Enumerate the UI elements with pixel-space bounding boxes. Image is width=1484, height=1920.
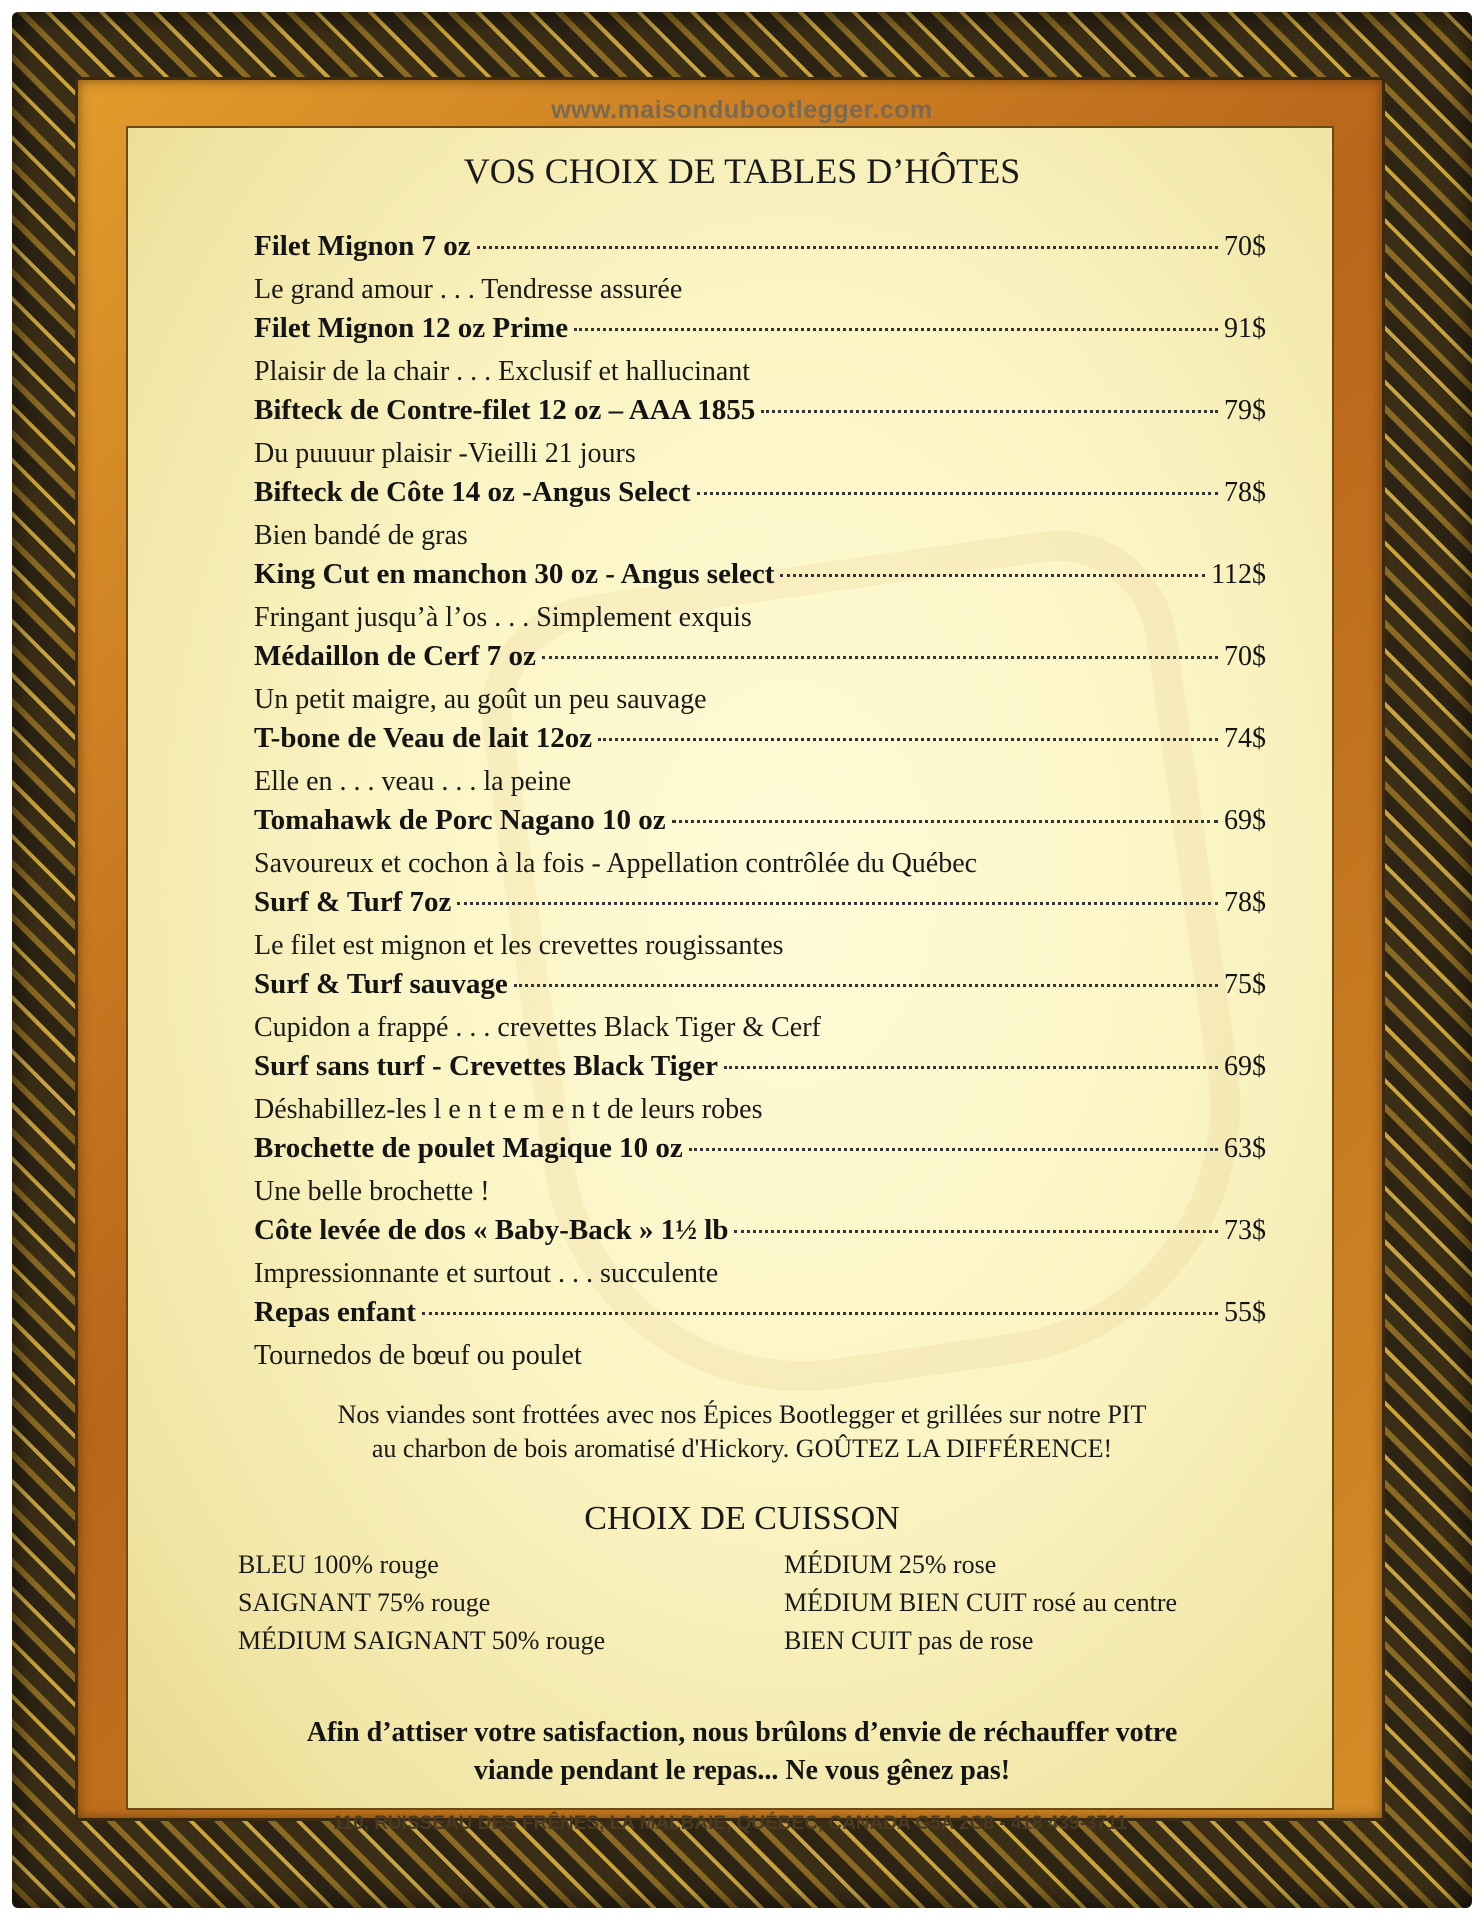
item-price: 75$: [1224, 969, 1266, 1000]
item-description: Fringant jusqu’à l’os . . . Simplement exquis: [254, 602, 752, 633]
item-price: 55$: [1224, 1297, 1266, 1328]
cooking-column-left: [238, 1546, 605, 1660]
cooking-detail: 75% rouge: [370, 1588, 491, 1617]
cooking-title: CHOIX DE CUISSON: [584, 1500, 900, 1537]
menu-item: [254, 1132, 1266, 1214]
menu-item: [254, 1050, 1266, 1132]
item-name: Surf & Turf 7oz: [254, 886, 452, 918]
dot-leader: [780, 574, 1205, 577]
item-name: Médaillon de Cerf 7 oz: [254, 640, 536, 672]
cooking-level: MÉDIUM: [784, 1550, 893, 1579]
item-price: 78$: [1224, 887, 1266, 918]
item-description: Déshabillez-les l e n t e m e n t de leurs robes: [254, 1094, 763, 1125]
menu-item: [254, 230, 1266, 312]
menu-item: [254, 476, 1266, 558]
menu-item: [254, 394, 1266, 476]
item-price: 69$: [1224, 805, 1266, 836]
closing-line1: Afin d’attiser votre satisfaction, nous brûlons d’envie de réchauffer votre: [306, 1717, 1178, 1748]
menu-list: [254, 230, 1266, 1378]
closing-line2: viande pendant le repas... Ne vous gênez pas!: [473, 1755, 1011, 1786]
menu-item: [254, 312, 1266, 394]
item-price: 73$: [1224, 1215, 1266, 1246]
cooking-column-right: [784, 1546, 1177, 1660]
cooking-detail: 100% rouge: [305, 1550, 439, 1579]
menu-item: [254, 722, 1266, 804]
menu-item: [254, 968, 1266, 1050]
item-price: 79$: [1224, 395, 1266, 426]
dot-leader: [574, 328, 1218, 331]
cooking-detail: 25% rose: [892, 1550, 997, 1579]
item-name: Filet Mignon 12 oz Prime: [254, 312, 569, 344]
dot-leader: [542, 656, 1218, 659]
cooking-detail: 50% rouge: [485, 1626, 606, 1655]
item-price: 78$: [1224, 477, 1266, 508]
item-description: Savoureux et cochon à la fois - Appellation contrôlée du Québec: [254, 848, 978, 879]
menu-item: [254, 640, 1266, 722]
cooking-option: [238, 1584, 605, 1622]
item-description: Tournedos de bœuf ou poulet: [254, 1340, 582, 1371]
item-name: T-bone de Veau de lait 12oz: [254, 722, 593, 754]
item-description: Un petit maigre, au goût un peu sauvage: [254, 684, 707, 715]
item-price: 112$: [1211, 559, 1266, 590]
dot-leader: [672, 820, 1218, 823]
cooking-detail: rosé au centre: [1026, 1588, 1178, 1617]
item-description: Plaisir de la chair . . . Exclusif et hallucinant: [254, 356, 751, 387]
dot-leader: [724, 1066, 1218, 1069]
dot-leader: [689, 1148, 1218, 1151]
item-name: Bifteck de Contre-filet 12 oz – AAA 1855: [254, 394, 756, 426]
dot-leader: [457, 902, 1218, 905]
cooking-level: MÉDIUM SAIGNANT: [238, 1626, 486, 1655]
item-name: Bifteck de Côte 14 oz -Angus Select: [254, 476, 691, 508]
dot-leader: [598, 738, 1218, 741]
item-name: Filet Mignon 7 oz: [254, 230, 471, 262]
item-name: Côte levée de dos « Baby-Back » 1½ lb: [254, 1214, 729, 1246]
dot-leader: [734, 1230, 1218, 1233]
item-name: Surf & Turf sauvage: [254, 968, 508, 1000]
website-url: www.maisondubootlegger.com: [551, 96, 933, 124]
menu-item: [254, 886, 1266, 968]
item-description: Cupidon a frappé . . . crevettes Black Tiger & Cerf: [254, 1012, 821, 1043]
item-price: 91$: [1224, 313, 1266, 344]
cooking-option: [784, 1622, 1177, 1660]
item-price: 69$: [1224, 1051, 1266, 1082]
menu-item: [254, 558, 1266, 640]
item-description: Elle en . . . veau . . . la peine: [254, 766, 572, 797]
item-name: Surf sans turf - Crevettes Black Tiger: [254, 1050, 718, 1082]
item-name: King Cut en manchon 30 oz - Angus select: [254, 558, 775, 590]
cooking-level: BLEU: [238, 1550, 306, 1579]
item-description: Le filet est mignon et les crevettes rougissantes: [254, 930, 784, 961]
cooking-level: BIEN CUIT: [784, 1626, 912, 1655]
item-price: 70$: [1224, 641, 1266, 672]
item-description: Le grand amour . . . Tendresse assurée: [254, 274, 683, 305]
closing-message: [200, 1714, 1284, 1790]
item-price: 74$: [1224, 723, 1266, 754]
page-title: VOS CHOIX DE TABLES D’HÔTES: [463, 151, 1021, 191]
meat-note: [200, 1398, 1284, 1466]
item-description: Du puuuur plaisir -Vieilli 21 jours: [254, 438, 636, 469]
menu-item: [254, 804, 1266, 886]
cooking-option: [238, 1622, 605, 1660]
item-description: Bien bandé de gras: [254, 520, 468, 551]
item-price: 70$: [1224, 231, 1266, 262]
dot-leader: [697, 492, 1218, 495]
meat-note-line1: Nos viandes sont frottées avec nos Épices Bootlegger et grillées sur notre PIT: [337, 1400, 1147, 1429]
cooking-option: [238, 1546, 605, 1584]
cooking-option: [784, 1546, 1177, 1584]
address-footer: 110, RUISSEAU DES FRÊNES, LA MALBAIE, QUÉBEC, CANADA G5A 2C8 - 418 439-3711: [332, 1813, 1127, 1834]
cooking-level: SAIGNANT: [238, 1588, 371, 1617]
menu-item: [254, 1296, 1266, 1378]
item-description: Impressionnante et surtout . . . succulente: [254, 1258, 719, 1289]
meat-note-line2: au charbon de bois aromatisé d'Hickory. GOÛTEZ LA DIFFÉRENCE!: [371, 1434, 1113, 1463]
dot-leader: [422, 1312, 1218, 1315]
menu-item: [254, 1214, 1266, 1296]
cooking-detail: pas de rose: [911, 1626, 1034, 1655]
item-name: Brochette de poulet Magique 10 oz: [254, 1132, 683, 1164]
item-name: Repas enfant: [254, 1296, 416, 1328]
item-name: Tomahawk de Porc Nagano 10 oz: [254, 804, 666, 836]
dot-leader: [514, 984, 1218, 987]
cooking-option: [784, 1584, 1177, 1622]
cooking-level: MÉDIUM BIEN CUIT: [784, 1588, 1027, 1617]
dot-leader: [761, 410, 1218, 413]
item-description: Une belle brochette !: [254, 1176, 490, 1207]
item-price: 63$: [1224, 1133, 1266, 1164]
dot-leader: [477, 246, 1218, 249]
